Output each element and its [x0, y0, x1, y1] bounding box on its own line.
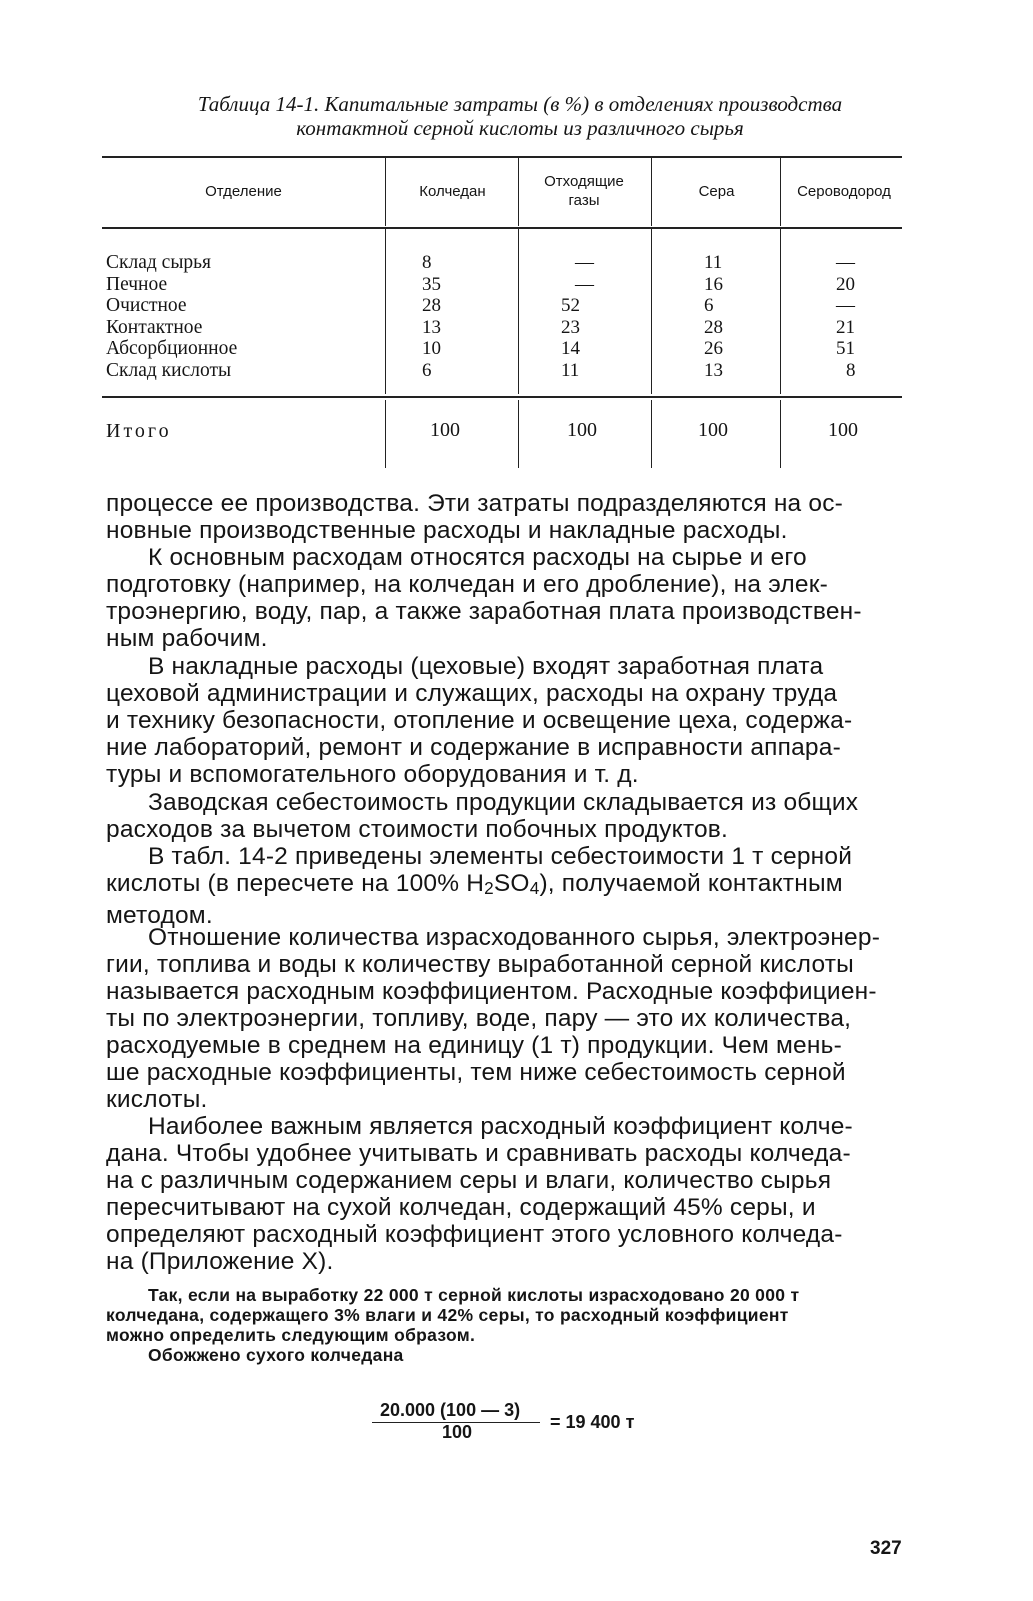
header-cell: Сера	[698, 182, 735, 200]
text-line: В накладные расходы (цеховые) входят заработная плата	[148, 653, 824, 680]
table-cell: 52	[561, 295, 580, 316]
page-number: 327	[870, 1538, 902, 1559]
table-caption-line-2: контактной серной кислоты из различного сырья	[296, 116, 744, 140]
table-cell: —	[575, 252, 594, 273]
table-cell: 11	[704, 252, 723, 273]
total-cell: 100	[698, 419, 728, 441]
text-line: Отношение количества израсходованного сырья, электроэнер-	[148, 924, 881, 951]
text-line: цеховой администрации и служащих, расходы на охрану труда	[106, 680, 838, 707]
paragraph	[106, 843, 852, 929]
paragraph	[106, 544, 862, 652]
text-line: называется расходным коэффициентом. Расходные коэффициен-	[106, 978, 877, 1005]
header-cell: Отделение	[205, 182, 282, 200]
table-cell: 23	[561, 316, 580, 338]
table-total-rule	[102, 396, 902, 398]
text-line: расходуемые в среднем на единицу (1 т) продукции. Чем мень-	[106, 1032, 842, 1059]
column-divider	[385, 158, 386, 226]
table-cell: 13	[704, 359, 723, 381]
text-line: методом.	[106, 902, 213, 929]
text-line: дана. Чтобы удобнее учитывать и сравнивать расходы колчеда-	[106, 1140, 851, 1167]
table-cell: 8	[846, 359, 856, 381]
text-line: новные производственные расходы и накладные расходы.	[106, 517, 788, 544]
table-cell: 8	[422, 252, 432, 273]
table-cell: —	[836, 295, 855, 316]
text-line: Наиболее важным является расходный коэффициент колче-	[148, 1113, 853, 1140]
row-label: Очистное	[106, 295, 187, 316]
fraction-formula	[372, 1400, 672, 1460]
text-line: К основным расходам относятся расходы на сырье и его	[148, 544, 807, 571]
table-cell: 13	[422, 316, 441, 338]
column-divider	[780, 158, 781, 226]
formula-numerator: 20.000 (100 — 3)	[380, 1400, 521, 1420]
paragraph	[106, 924, 880, 1113]
formula-result: = 19 400 т	[550, 1412, 635, 1432]
paragraph	[106, 789, 858, 843]
text-line: кислоты.	[106, 1086, 208, 1113]
table-cell: 26	[704, 338, 723, 359]
text-line: на (Приложение X).	[106, 1248, 334, 1275]
text-line: подготовку (например, на колчедан и его дробление), на элек-	[106, 571, 828, 598]
text-line: процессе ее производства. Эти затраты подразделяются на ос-	[106, 490, 844, 517]
table-top-rule	[102, 156, 902, 158]
table-cell: —	[836, 252, 855, 273]
total-label: Итого	[106, 420, 172, 442]
total-cell: 100	[430, 419, 460, 441]
text-line: и технику безопасности, отопление и освещение цеха, содержа-	[106, 707, 853, 734]
table-cell: 11	[561, 359, 580, 381]
formula-denominator: 100	[442, 1422, 473, 1442]
table-cell: 28	[704, 316, 723, 338]
header-cell: Колчедан	[419, 182, 486, 200]
table-cell: 20	[836, 273, 855, 295]
column-divider	[518, 158, 519, 226]
column-divider	[651, 400, 652, 468]
header-cell: Сероводород	[797, 182, 891, 200]
column-divider	[385, 400, 386, 468]
text-line: ты по электроэнергии, топливу, воде, пару — это их количества,	[106, 1005, 852, 1032]
header-cell: Отходящие газы	[544, 173, 624, 209]
paragraph	[106, 490, 843, 544]
row-label: Абсорбционное	[106, 338, 238, 359]
paragraph	[106, 1113, 853, 1275]
text-line: троэнергию, воду, пар, а также заработная плата производствен-	[106, 598, 862, 625]
column-divider	[651, 229, 652, 394]
text-line: расходов за вычетом стоимости побочных продуктов.	[106, 816, 729, 843]
row-label: Склад сырья	[106, 252, 212, 273]
example-text	[106, 1285, 799, 1365]
text-line: ным рабочим.	[106, 625, 268, 652]
row-label: Склад кислоты	[106, 359, 232, 381]
table-cell: 16	[704, 273, 723, 295]
text-line: ние лабораторий, ремонт и содержание в исправности аппара-	[106, 734, 841, 761]
table-cell: 6	[704, 295, 714, 316]
table-cell: 14	[561, 338, 580, 359]
text-line: можно определить следующим образом.	[106, 1325, 476, 1345]
table-caption-line-1: Таблица 14-1. Капитальные затраты (в %) в отделениях производства	[197, 92, 843, 116]
column-divider	[518, 400, 519, 468]
column-divider	[780, 400, 781, 468]
row-label: Контактное	[106, 316, 203, 338]
table-cell: 21	[836, 316, 855, 338]
text-line: гии, топлива и воды к количеству выработанной серной кислоты	[106, 951, 854, 978]
table-header-rule	[102, 227, 902, 229]
formula-h2so4: H2SO4	[466, 870, 540, 898]
text-line: колчедана, содержащего 3% влаги и 42% серы, то расходный коэффициент	[106, 1305, 789, 1325]
paragraph	[106, 653, 852, 788]
table-cell: 28	[422, 295, 441, 316]
total-cell: 100	[567, 419, 597, 441]
text-line: Обожжено сухого колчедана	[148, 1345, 404, 1365]
text-line: на с различным содержанием серы и влаги, количество сырья	[106, 1167, 832, 1194]
table-cell: 6	[422, 359, 432, 381]
column-divider	[651, 158, 652, 226]
text-line: пересчитывают на сухой колчедан, содержащий 45% серы, и	[106, 1194, 816, 1221]
text-line: ше расходные коэффициенты, тем ниже себестоимость серной	[106, 1059, 846, 1086]
table-cell: 35	[422, 273, 441, 295]
table-cell: 51	[836, 338, 855, 359]
row-label: Печное	[106, 273, 168, 295]
total-cell: 100	[828, 419, 858, 441]
table-cell: —	[575, 273, 594, 295]
table-cell: 10	[422, 338, 441, 359]
text-line: Заводская себестоимость продукции складывается из общих	[148, 789, 859, 816]
text-line: В табл. 14-2 приведены элементы себестоимости 1 т серной	[148, 843, 853, 870]
text-line: определяют расходный коэффициент этого условного колчеда-	[106, 1221, 843, 1248]
text-line: туры и вспомогательного оборудования и т. д.	[106, 761, 639, 788]
text-line: кислоты (в пересчете на 100% H2SO4), получаемой контактным	[106, 870, 843, 898]
column-divider	[780, 229, 781, 394]
text-line: Так, если на выработку 22 000 т серной кислоты израсходовано 20 000 т	[148, 1285, 800, 1305]
column-divider	[385, 229, 386, 394]
column-divider	[518, 229, 519, 394]
